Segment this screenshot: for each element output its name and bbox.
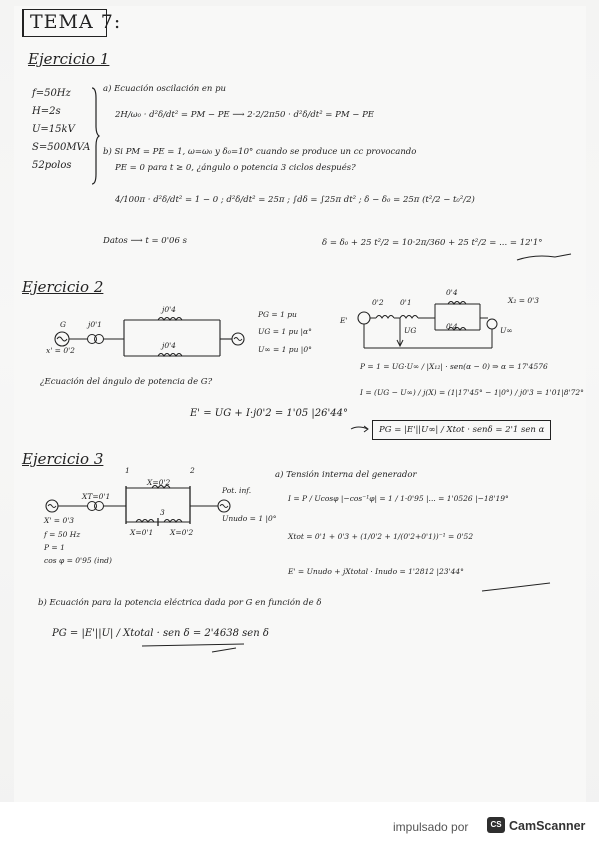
x-line-label: X=0'2	[147, 478, 171, 487]
ex2-main-equation: E' = UG + I·j0'2 = 1'05 |26'44°	[190, 408, 348, 419]
ex3-given: X' = 0'3	[44, 516, 75, 525]
powered-by-text: impulsado por	[393, 820, 469, 834]
brace-icon	[90, 86, 100, 186]
param-pg: PG = 1 pu	[258, 310, 297, 319]
ex3-pg-equation: PG = |E'||U| / Xtotal · sen δ = 2'4638 sen δ	[52, 628, 269, 639]
underline-mark	[140, 640, 250, 654]
ex1-a-label: a) Ecuación oscilación en pu	[103, 84, 227, 94]
camscanner-logo-icon: CS	[487, 817, 505, 833]
ex2-boxed-equation: PG = |E'||U∞| / Xtot · senδ = 2'1 sen α	[372, 420, 551, 440]
x2-label: 0'1	[400, 298, 412, 307]
x1-label: 0'2	[372, 298, 384, 307]
ex2-p-equation: P = 1 = UG·U∞ / |X₁₂| · sen(α − 0) ⇒ α = 17'4576	[360, 362, 548, 371]
ug-label: UG	[404, 326, 417, 335]
inf-label: Pot. inf.	[222, 486, 252, 495]
x4-label: 0'4	[446, 322, 458, 331]
ex3-given: f = 50 Hz	[44, 530, 81, 539]
page-title: TEMA 7:	[30, 11, 122, 33]
underline-mark	[515, 252, 575, 264]
given-item: S=500MVA	[32, 142, 91, 153]
node-g-label: G	[60, 320, 66, 329]
xt-label: XT=0'1	[82, 492, 111, 501]
xg-label: x' = 0'2	[46, 346, 75, 355]
ex2-i-equation: I = (UG − U∞) / j(X) = (1|17'45° − 1|0°) / j0'3 = 1'01|8'72°	[360, 388, 584, 397]
ex3-a-label: a) Tensión interna del generador	[275, 470, 417, 480]
given-item: 52polos	[32, 160, 72, 171]
xl-label: j0'4	[162, 305, 176, 314]
param-uinf: U∞ = 1 pu |0°	[258, 345, 312, 354]
given-item: f=50Hz	[32, 88, 71, 99]
underline-mark	[480, 580, 560, 594]
ex3-b-label: b) Ecuación para la potencia eléctrica dada por G en función de δ	[38, 598, 322, 608]
ex3-x-equation: Xtot = 0'1 + 0'3 + (1/0'2 + 1/(0'2+0'1))⁻¹ = 0'52	[288, 532, 474, 541]
ex1-b-label: b) Si PM = PE = 1, ω=ω₀ y δ₀=10° cuando se produce un cc provocando	[103, 147, 417, 157]
title-box	[22, 9, 122, 37]
node-2-label: 2	[190, 466, 195, 475]
ex3-heading: Ejercicio 3	[22, 450, 104, 468]
ex2-left-circuit	[40, 304, 260, 384]
node-1-label: 1	[125, 466, 130, 475]
given-item: H=2s	[32, 106, 61, 117]
e-label: E'	[340, 316, 348, 325]
given-item: U=15kV	[32, 124, 75, 135]
ex2-heading: Ejercicio 2	[22, 278, 104, 296]
ex1-b-label-2: PE = 0 para t ≥ 0, ¿ángulo o potencia 3 ciclos después?	[115, 163, 356, 173]
xt-label: j0'1	[88, 320, 102, 329]
camscanner-brand: CamScanner	[509, 819, 586, 833]
param-ug: UG = 1 pu |α°	[258, 327, 312, 336]
ex3-i-equation: I = P / Ucosφ |−cos⁻¹φ| = 1 / 1·0'95 |... = 1'0526 |−18'19°	[288, 494, 509, 503]
ex2-question: ¿Ecuación del ángulo de potencia de G?	[40, 377, 213, 387]
unudo-label: Unudo = 1 |0°	[222, 514, 277, 523]
ex3-given: P = 1	[44, 543, 65, 552]
ex1-datos: Datos ⟶ t = 0'06 s	[103, 236, 187, 246]
x2-label: X=0'2	[170, 528, 194, 537]
ex3-given: cos φ = 0'95 (ind)	[44, 556, 112, 565]
ex3-e-equation: E' = Unudo + jXtotal · Inudo = 1'2812 |23'44°	[288, 567, 464, 576]
uinf-label: U∞	[500, 326, 513, 335]
ex1-b-equation: 4/100π · d²δ/dt² = 1 − 0 ; d²δ/dt² = 25π ; ∫dδ = ∫25π dt² ; δ − δ₀ = 25π (t²/2 − t₀²/2)	[115, 195, 475, 205]
x3-label: 0'4	[446, 288, 458, 297]
ex1-a-equation: 2H/ω₀ · d²δ/dt² = PM − PE ⟶ 2·2/2π50 · d²δ/dt² = PM − PE	[115, 110, 375, 120]
x1-label: X=0'1	[130, 528, 154, 537]
xd-label: X₂ = 0'3	[508, 296, 540, 305]
xl2-label: j0'4	[162, 341, 176, 350]
ex1-result: δ = δ₀ + 25 t²/2 = 10·2π/360 + 25 t²/2 = ... = 12'1°	[322, 238, 543, 248]
ex1-heading: Ejercicio 1	[28, 50, 110, 68]
node-3-label: 3	[160, 508, 165, 517]
arrow-icon	[350, 424, 370, 434]
